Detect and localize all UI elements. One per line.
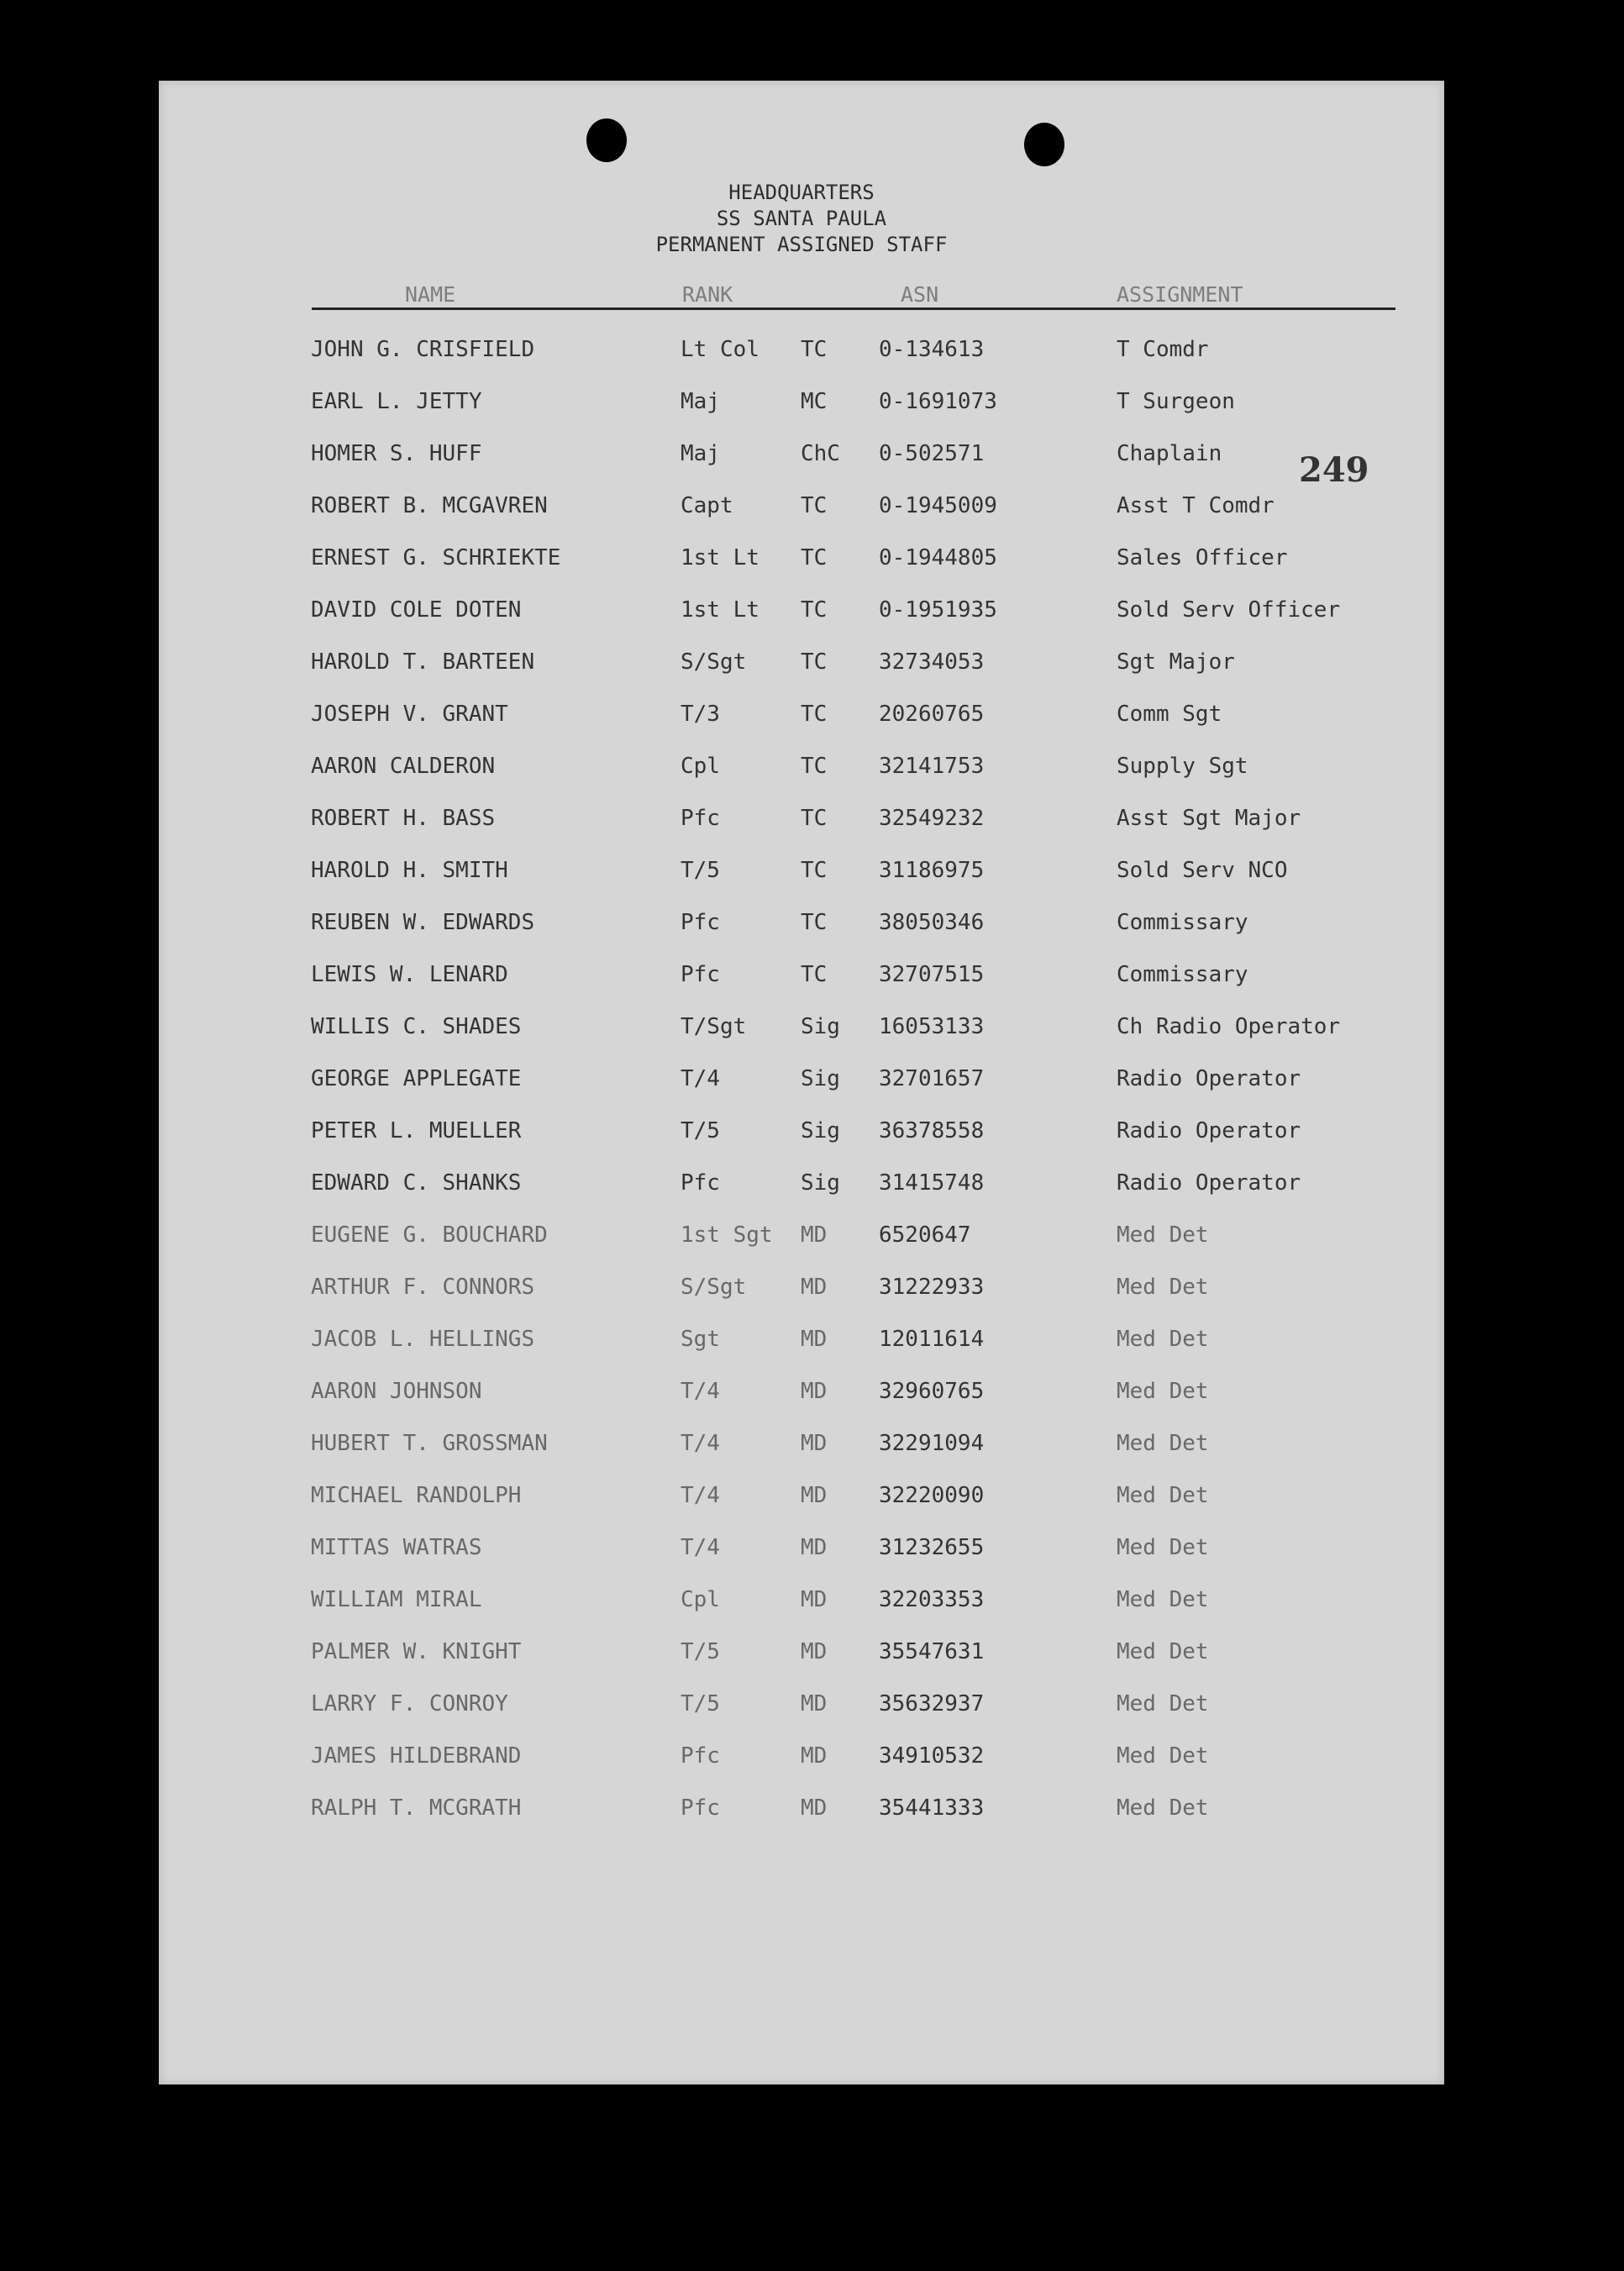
staff-branch: Sig [801,1066,840,1091]
staff-branch: Sig [801,1118,840,1143]
staff-assignment: Sgt Major [1117,649,1235,675]
staff-name: HUBERT T. GROSSMAN [311,1431,548,1456]
staff-name: JOSEPH V. GRANT [311,702,508,727]
table-row [159,1166,1444,1218]
staff-branch: MD [801,1222,828,1248]
column-header-assignment: ASSIGNMENT [1117,282,1243,307]
staff-rank: T/4 [681,1066,720,1091]
table-row [159,906,1444,958]
staff-assignment: Radio Operator [1117,1118,1301,1143]
staff-asn: 35547631 [879,1639,985,1664]
staff-asn: 0-1945009 [879,493,997,518]
table-row [159,1218,1444,1270]
punch-hole [1024,123,1064,166]
staff-name: EDWARD C. SHANKS [311,1170,522,1196]
document-heading [159,180,1444,258]
staff-branch: TC [801,649,828,675]
table-row [159,802,1444,854]
staff-branch: TC [801,597,828,623]
staff-asn: 20260765 [879,702,985,727]
staff-asn: 32291094 [879,1431,985,1456]
staff-assignment: Med Det [1117,1639,1209,1664]
table-row [159,697,1444,749]
staff-name: JAMES HILDEBRAND [311,1743,522,1769]
staff-branch: MD [801,1327,828,1352]
column-header-rank: RANK [682,282,733,307]
staff-assignment: Med Det [1117,1275,1209,1300]
staff-rank: T/5 [681,1639,720,1664]
staff-branch: MD [801,1691,828,1716]
staff-assignment: Med Det [1117,1587,1209,1612]
staff-name: JACOB L. HELLINGS [311,1327,535,1352]
staff-assignment: Asst T Comdr [1117,493,1274,518]
staff-name: REUBEN W. EDWARDS [311,910,535,935]
document-page [159,81,1444,2084]
staff-asn: 0-502571 [879,441,985,466]
column-header-asn: ASN [901,282,939,307]
staff-name: HAROLD T. BARTEEN [311,649,535,675]
staff-branch: MD [801,1379,828,1404]
staff-rank: Lt Col [681,337,759,362]
staff-name: AARON JOHNSON [311,1379,482,1404]
staff-asn: 31186975 [879,858,985,883]
staff-branch: TC [801,702,828,727]
staff-name: DAVID COLE DOTEN [311,597,522,623]
staff-assignment: Radio Operator [1117,1170,1301,1196]
staff-asn: 16053133 [879,1014,985,1039]
table-row [159,489,1444,541]
staff-branch: TC [801,910,828,935]
staff-rank: Maj [681,389,720,414]
staff-rank: Sgt [681,1327,720,1352]
staff-name: MITTAS WATRAS [311,1535,482,1560]
staff-branch: MD [801,1587,828,1612]
staff-asn: 0-1691073 [879,389,997,414]
staff-rank: T/4 [681,1431,720,1456]
punch-hole [586,118,627,162]
staff-branch: MD [801,1743,828,1769]
staff-asn: 32734053 [879,649,985,675]
staff-name: HOMER S. HUFF [311,441,482,466]
staff-rank: Pfc [681,1170,720,1196]
staff-assignment: Sales Officer [1117,545,1288,570]
staff-asn: 31415748 [879,1170,985,1196]
heading-line-2: SS SANTA PAULA [716,207,887,230]
staff-asn: 0-134613 [879,337,985,362]
staff-asn: 38050346 [879,910,985,935]
staff-rank: T/5 [681,858,720,883]
table-row [159,385,1444,437]
staff-branch: TC [801,493,828,518]
staff-name: ARTHUR F. CONNORS [311,1275,535,1300]
staff-asn: 12011614 [879,1327,985,1352]
staff-asn: 35441333 [879,1795,985,1821]
staff-name: ROBERT B. MCGAVREN [311,493,548,518]
staff-rank: T/4 [681,1535,720,1560]
staff-assignment: T Surgeon [1117,389,1235,414]
staff-rank: Cpl [681,754,720,779]
staff-rank: T/Sgt [681,1014,747,1039]
staff-branch: MD [801,1431,828,1456]
column-header-name: NAME [405,282,456,307]
staff-branch: ChC [801,441,840,466]
staff-rank: Capt [681,493,733,518]
staff-asn: 31232655 [879,1535,985,1560]
staff-branch: TC [801,754,828,779]
table-row [159,1322,1444,1375]
staff-asn: 35632937 [879,1691,985,1716]
staff-branch: MD [801,1535,828,1560]
table-row [159,333,1444,385]
table-row [159,958,1444,1010]
table-row [159,1635,1444,1687]
staff-name: MICHAEL RANDOLPH [311,1483,522,1508]
staff-assignment: Radio Operator [1117,1066,1301,1091]
table-row [159,1583,1444,1635]
staff-rank: 1st Lt [681,545,759,570]
staff-asn: 31222933 [879,1275,985,1300]
table-row [159,1270,1444,1322]
staff-assignment: Med Det [1117,1691,1209,1716]
staff-assignment: Med Det [1117,1743,1209,1769]
staff-branch: MD [801,1639,828,1664]
table-row [159,645,1444,697]
staff-table [159,333,1444,1843]
staff-rank: S/Sgt [681,1275,747,1300]
table-row [159,1687,1444,1739]
staff-assignment: T Comdr [1117,337,1209,362]
staff-branch: TC [801,337,828,362]
header-rule [312,308,1395,310]
staff-name: LARRY F. CONROY [311,1691,508,1716]
staff-asn: 32203353 [879,1587,985,1612]
staff-rank: Maj [681,441,720,466]
table-row [159,593,1444,645]
staff-asn: 32960765 [879,1379,985,1404]
staff-branch: Sig [801,1170,840,1196]
table-row [159,437,1444,489]
staff-branch: MD [801,1795,828,1821]
staff-name: PETER L. MUELLER [311,1118,522,1143]
staff-name: ROBERT H. BASS [311,806,496,831]
staff-name: LEWIS W. LENARD [311,962,508,987]
staff-assignment: Med Det [1117,1535,1209,1560]
table-row [159,749,1444,802]
table-row [159,1062,1444,1114]
staff-asn: 32549232 [879,806,985,831]
staff-asn: 32220090 [879,1483,985,1508]
staff-assignment: Med Det [1117,1222,1209,1248]
table-row [159,854,1444,906]
staff-branch: TC [801,962,828,987]
staff-rank: T/5 [681,1691,720,1716]
heading-line-1: HEADQUARTERS [728,181,875,204]
staff-branch: TC [801,806,828,831]
staff-assignment: Chaplain [1117,441,1222,466]
staff-branch: TC [801,545,828,570]
staff-branch: MD [801,1483,828,1508]
staff-assignment: Comm Sgt [1117,702,1222,727]
staff-name: ERNEST G. SCHRIEKTE [311,545,561,570]
staff-rank: Pfc [681,1743,720,1769]
staff-asn: 32707515 [879,962,985,987]
staff-name: AARON CALDERON [311,754,496,779]
staff-asn: 36378558 [879,1118,985,1143]
staff-rank: T/4 [681,1379,720,1404]
staff-rank: Pfc [681,806,720,831]
staff-assignment: Med Det [1117,1483,1209,1508]
staff-name: WILLIS C. SHADES [311,1014,522,1039]
staff-assignment: Commissary [1117,910,1248,935]
staff-asn: 0-1944805 [879,545,997,570]
staff-branch: TC [801,858,828,883]
table-row [159,1739,1444,1791]
staff-name: GEORGE APPLEGATE [311,1066,522,1091]
staff-name: HAROLD H. SMITH [311,858,508,883]
staff-name: RALPH T. MCGRATH [311,1795,522,1821]
staff-assignment: Sold Serv Officer [1117,597,1341,623]
staff-asn: 34910532 [879,1743,985,1769]
staff-branch: Sig [801,1014,840,1039]
staff-assignment: Sold Serv NCO [1117,858,1288,883]
staff-name: JOHN G. CRISFIELD [311,337,535,362]
staff-name: EUGENE G. BOUCHARD [311,1222,548,1248]
staff-assignment: Ch Radio Operator [1117,1014,1341,1039]
table-row [159,1114,1444,1166]
staff-rank: T/4 [681,1483,720,1508]
staff-asn: 0-1951935 [879,597,997,623]
staff-assignment: Med Det [1117,1795,1209,1821]
table-row [159,1791,1444,1843]
staff-rank: T/3 [681,702,720,727]
staff-rank: 1st Lt [681,597,759,623]
staff-branch: MC [801,389,828,414]
staff-asn: 32701657 [879,1066,985,1091]
staff-name: PALMER W. KNIGHT [311,1639,522,1664]
staff-rank: T/5 [681,1118,720,1143]
staff-branch: MD [801,1275,828,1300]
staff-assignment: Med Det [1117,1327,1209,1352]
staff-rank: Pfc [681,1795,720,1821]
staff-asn: 6520647 [879,1222,971,1248]
staff-name: WILLIAM MIRAL [311,1587,482,1612]
staff-assignment: Supply Sgt [1117,754,1248,779]
staff-assignment: Commissary [1117,962,1248,987]
page-number: 249 [1299,450,1369,490]
staff-asn: 32141753 [879,754,985,779]
table-row [159,1010,1444,1062]
staff-name: EARL L. JETTY [311,389,482,414]
staff-rank: 1st Sgt [681,1222,773,1248]
staff-rank: Pfc [681,910,720,935]
table-row [159,1427,1444,1479]
staff-assignment: Med Det [1117,1431,1209,1456]
table-row [159,1375,1444,1427]
staff-assignment: Asst Sgt Major [1117,806,1301,831]
staff-rank: S/Sgt [681,649,747,675]
table-row [159,541,1444,593]
table-row [159,1479,1444,1531]
table-row [159,1531,1444,1583]
heading-line-3: PERMANENT ASSIGNED STAFF [655,233,948,256]
staff-rank: Pfc [681,962,720,987]
staff-rank: Cpl [681,1587,720,1612]
staff-assignment: Med Det [1117,1379,1209,1404]
